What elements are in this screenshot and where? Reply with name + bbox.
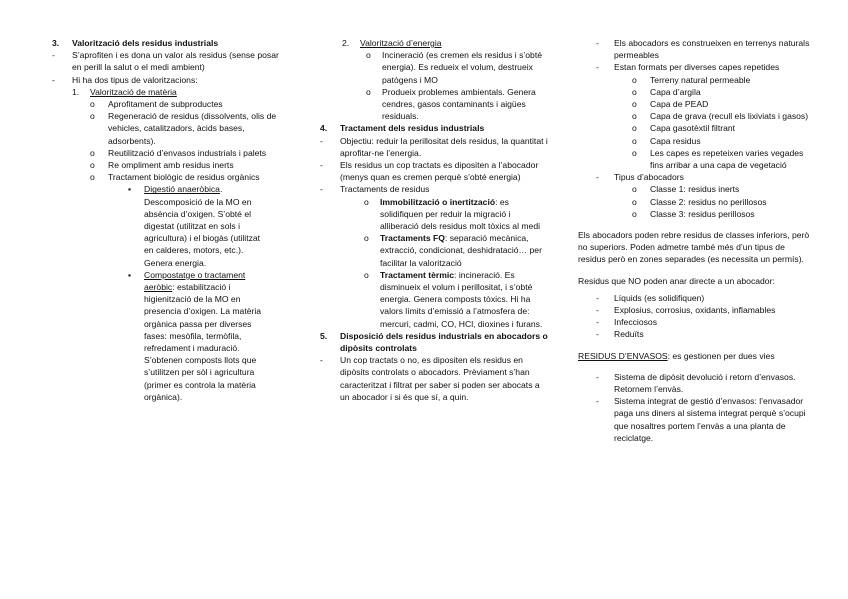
list-item: o Terreny natural permeable bbox=[632, 74, 751, 85]
spacer bbox=[578, 266, 810, 275]
circle-bullet: o bbox=[632, 208, 637, 219]
list-item: o Classe 3: residus perillosos bbox=[632, 208, 755, 219]
list-item: - Reduïts bbox=[596, 329, 644, 340]
list-item: o Les capes es repeteixen varies vegades fins arribar a una capa de vegetació bbox=[632, 147, 804, 171]
section-3-heading bbox=[52, 37, 280, 49]
circle-bullet: o bbox=[366, 86, 371, 97]
circle-bullet: o bbox=[90, 172, 95, 183]
circle-bullet: o bbox=[364, 269, 369, 280]
square-bullet: ▪ bbox=[128, 184, 132, 195]
column-2 bbox=[320, 37, 550, 403]
list-item: - Els abocadors es construeixen en terrenys naturals permeables bbox=[596, 38, 810, 61]
spacer bbox=[578, 220, 810, 229]
subsection-1-number: 1. bbox=[72, 86, 80, 97]
list-item: o Tractaments FQ: separació mecànica, extracció, condicionat, deshidratació… per facilitar la valorització bbox=[364, 233, 542, 268]
list-item: - S’aprofiten i es dona un valor als residus (sense posar en perill la salut o el medi ambient) bbox=[52, 50, 279, 73]
dash-bullet: - bbox=[596, 38, 599, 48]
dash-bullet: - bbox=[596, 317, 599, 328]
dash-bullet: - bbox=[320, 160, 323, 171]
circle-bullet: o bbox=[632, 99, 637, 110]
aerobic-title: Compostatge o tractament aeròbic bbox=[144, 269, 246, 293]
dash-bullet: - bbox=[596, 172, 599, 183]
list-item: o Classe 1: residus inerts bbox=[632, 184, 740, 195]
subsection-1-heading bbox=[52, 86, 280, 98]
list-item: o Capa de PEAD bbox=[632, 99, 709, 110]
dash-bullet: - bbox=[320, 355, 323, 366]
dash-bullet: - bbox=[596, 329, 599, 340]
subsection-2-number: 2. bbox=[342, 38, 350, 48]
dash-bullet: - bbox=[596, 305, 599, 316]
circle-bullet: o bbox=[632, 184, 637, 195]
section-5-number: 5. bbox=[320, 330, 328, 341]
list-item: - Explosius, corrosius, oxidants, inflamables bbox=[596, 305, 776, 316]
list-item: o Re ompliment amb residus inerts bbox=[90, 160, 234, 171]
square-bullet: ▪ bbox=[128, 269, 132, 280]
circle-bullet: o bbox=[632, 135, 637, 146]
circle-bullet: o bbox=[90, 147, 95, 158]
list-item: - Objectiu: reduir la perillositat dels residus, la quantitat i aprofitar-ne l’energia. bbox=[320, 135, 548, 158]
dash-bullet: - bbox=[320, 135, 323, 146]
list-item: o Aprofitament de subproductes bbox=[90, 99, 223, 110]
list-item: ▪ Digestió anaeròbica. Descomposició de la MO en absència d’oxigen. S’obté el digestat (utilitzat en sols i agricultura) i el biogàs (utilitzat en calderes, motors, etc.). Genera energia. bbox=[128, 184, 261, 268]
paragraph: Residus que NO poden anar directe a un abocador: bbox=[578, 275, 775, 286]
circle-bullet: o bbox=[632, 74, 637, 85]
circle-bullet: o bbox=[90, 111, 95, 122]
dash-bullet: - bbox=[596, 371, 599, 382]
column-1 bbox=[52, 37, 280, 403]
dash-bullet: - bbox=[596, 62, 599, 73]
section-4-number: 4. bbox=[320, 123, 328, 134]
circle-bullet: o bbox=[632, 123, 637, 134]
spacer bbox=[578, 362, 810, 371]
subsection-2-heading bbox=[320, 37, 550, 49]
spacer bbox=[578, 341, 810, 350]
list-item: o Capa gasotèxtil filtrant bbox=[632, 123, 736, 134]
circle-bullet: o bbox=[632, 147, 637, 158]
column-3 bbox=[578, 37, 810, 444]
list-item: - Tractaments de residus bbox=[320, 184, 430, 195]
subsection-2-title: Valorització d’energia bbox=[360, 38, 442, 48]
list-item: ▪ Compostatge o tractament aeròbic: estabilització i higienització de la MO en presencia d’oxigen. La matèria orgànica passa per diverses fases: mesòfila, termòfila, refredament i maduració. S’obtenen composts llots que s’utilitzen per sòl i agricultura (primer es controla la matèria orgànica). bbox=[128, 269, 262, 402]
circle-bullet: o bbox=[366, 50, 371, 61]
dash-bullet: - bbox=[52, 74, 55, 85]
circle-bullet: o bbox=[632, 196, 637, 207]
section-3-title: Valorització dels residus industrials bbox=[72, 38, 219, 48]
circle-bullet: o bbox=[90, 99, 95, 110]
list-item: - Estan formats per diverses capes repetides bbox=[596, 62, 780, 73]
envasos-heading: RESIDUS D’ENVASOS: es gestionen per dues vies bbox=[578, 350, 775, 361]
section-5-title: Disposició dels residus industrials en abocadors o dipòsits controlats bbox=[340, 330, 548, 354]
section-4-heading bbox=[320, 122, 550, 134]
section-5-heading bbox=[320, 330, 550, 354]
dash-bullet: - bbox=[596, 396, 599, 407]
list-item: o Produeix problemes ambientals. Genera cendres, gasos contaminants i aigües residuals. bbox=[366, 86, 536, 122]
circle-bullet: o bbox=[632, 111, 637, 122]
list-item: - Sistema integrat de gestió d’envasos: l’envasador paga uns diners al sistema integrat perquè s’ocupi que nosaltres portem l’envàs a una planta de reciclatge. bbox=[596, 396, 806, 443]
list-item: o Capa residus bbox=[632, 135, 701, 146]
list-item: o Classe 2: residus no perillosos bbox=[632, 196, 767, 207]
dash-bullet: - bbox=[52, 50, 55, 61]
list-item: o Reutilització d’envasos industrials i palets bbox=[90, 147, 267, 158]
list-item: o Incineració (es cremen els residus i s’obté energia). Es redueix el volum, destrueix patògens i MO bbox=[366, 50, 543, 85]
list-item: o Tractament biològic de residus orgànics bbox=[90, 172, 260, 183]
anaerobic-title: Digestió anaeròbica bbox=[144, 184, 220, 195]
section-3-number: 3. bbox=[52, 38, 60, 48]
list-item: - Líquids (es solidifiquen) bbox=[596, 292, 705, 303]
circle-bullet: o bbox=[364, 196, 369, 207]
paragraph: Els abocadors poden rebre residus de classes inferiors, però no superiors. Poden admetre també més d’un tipus de residus però en zones separades (es necessita un permís). bbox=[578, 230, 810, 265]
list-item: o Regeneració de residus (dissolvents, olis de vehicles, catalitzadors, àcids bases, adsorbents). bbox=[90, 111, 277, 146]
section-4-title: Tractament dels residus industrials bbox=[340, 123, 485, 134]
list-item: - Infecciosos bbox=[596, 317, 657, 328]
list-item: - Un cop tractats o no, es dipositen els residus en dipòsits controlats o abocadors. Prèviament s’han caracteritzat i filtrat per saber si poden ser abocats a un abocador i si és que sí, a quin. bbox=[320, 355, 540, 402]
list-item: o Tractament tèrmic: incineració. Es disminueix el volum i perillositat, i s’obté energia. Genera composts tòxics. Hi ha valors límits d’emissió a l’atmosfera de: mercuri, cadmi, CO, HCl, dioxines i furans. bbox=[364, 269, 543, 329]
subsection-1-title: Valorització de matèria bbox=[90, 86, 177, 97]
circle-bullet: o bbox=[90, 160, 95, 171]
circle-bullet: o bbox=[364, 233, 369, 244]
circle-bullet: o bbox=[632, 86, 637, 97]
list-item: - Sistema de dipòsit devolució i retorn d’envasos. Retornem l’envàs. bbox=[596, 371, 796, 395]
dash-bullet: - bbox=[320, 184, 323, 195]
list-item: - Tipus d’abocadors bbox=[596, 172, 684, 183]
list-item: - Hi ha dos tipus de valoritzacions: bbox=[52, 74, 198, 85]
list-item: o Capa d’argila bbox=[632, 86, 701, 97]
list-item: - Els residus un cop tractats es dipositen a l’abocador (menys quan es cremen perquè s’obté energia) bbox=[320, 160, 539, 183]
dash-bullet: - bbox=[596, 292, 599, 303]
list-item: o Capa de grava (recull els lixiviats i gasos) bbox=[632, 111, 809, 122]
list-item: o Immobilització o inertització: es solidifiquen per reduir la migració i alliberació dels residus molt tòxics al medi bbox=[364, 196, 541, 232]
